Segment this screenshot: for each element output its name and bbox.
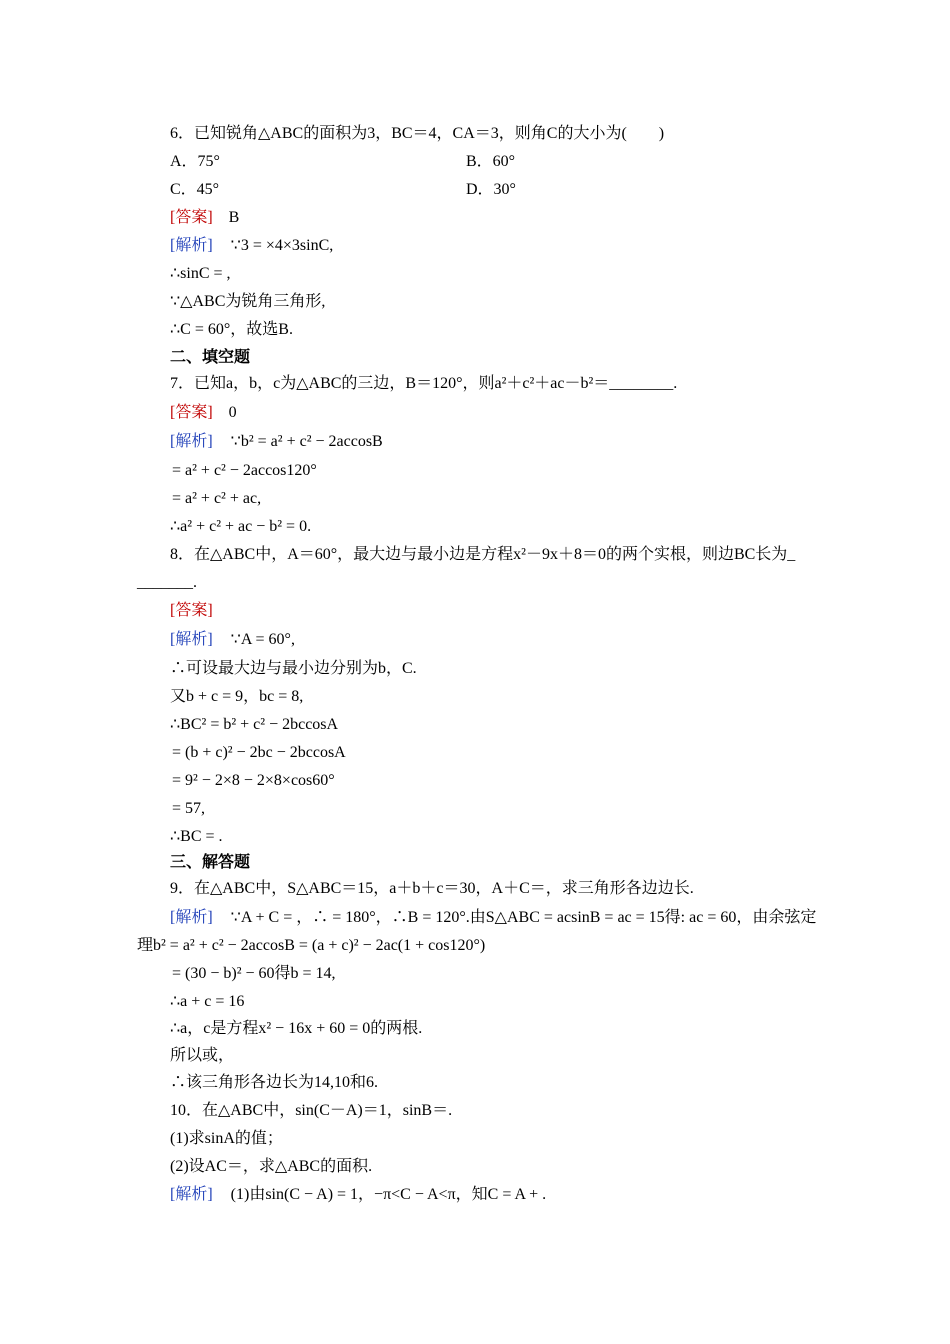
q7-jiexi-line: = a² + c² + ac, (172, 490, 262, 507)
q9-jiexi-line: 理b² = a² + c² − 2accosB = (a + c)² − 2ac(1 + cos120°) (137, 937, 486, 954)
q9-jiexi-line: = (30 − b)² − 60得b = 14, (172, 965, 336, 982)
q8-jiexi-line: ∴BC² = b² + c² − 2bccosA (170, 716, 339, 733)
section-heading: 二、填空题 (170, 349, 251, 366)
q6-jiexi-line: ∴C = 60°，故选B. (170, 321, 293, 338)
q7-jiexi-line: = a² + c² − 2accos120° (172, 462, 317, 479)
q9-jiexi-line: ∴该三角形各边长为14,10和6. (170, 1074, 379, 1091)
q10-part-1: (1)求sinA的值； (170, 1130, 283, 1147)
q9-jiexi-row (170, 908, 816, 928)
answer-tag: [答案] (170, 602, 213, 619)
q7-stem: 7．已知a，b，c为△ABC的三边，B＝120°，则a²＋c²＋ac－b²＝________. (170, 375, 678, 392)
q7-jiexi-line: ∴a² + c² + ac − b² = 0. (170, 518, 312, 535)
q8-jiexi-line: ∴可设最大边与最小边分别为b，C. (170, 660, 417, 677)
q7-jiexi-row (170, 432, 383, 452)
q8-jiexi-line: = 9² − 2×8 − 2×8×cos60° (172, 772, 335, 789)
q8-jiexi-line: = (b + c)² − 2bc − 2bccosA (172, 744, 346, 761)
q6-option-a: A．75° (170, 153, 220, 170)
q8-jiexi-line: ∴BC = . (170, 828, 223, 845)
q6-jiexi-row (170, 236, 333, 256)
jiexi-tag: [解析] (170, 909, 213, 926)
q6-jiexi-line: ∵△ABC为锐角三角形, (170, 293, 326, 310)
jiexi-tag: [解析] (170, 237, 213, 254)
q8-jiexi-line: 又b + c = 9，bc = 8, (170, 688, 304, 705)
q10-part-2: (2)设AC＝，求△ABC的面积. (170, 1158, 373, 1175)
jiexi-tag: [解析] (170, 433, 213, 450)
q6-option-c: C．45° (170, 181, 220, 198)
q6-jiexi-line: ∴sinC = , (170, 265, 231, 282)
q8-jiexi-row (170, 630, 295, 650)
q8-answer-row (170, 601, 225, 621)
q8-jiexi-line: = 57, (172, 800, 206, 817)
q7-jiexi-line: ∵b² = a² + c² − 2accosB (230, 433, 383, 450)
q10-jiexi-line: (1)由sin(C − A) = 1，−π<C − A<π，知C = A + . (230, 1186, 547, 1203)
q10-stem: 10．在△ABC中，sin(C－A)＝1，sinB＝. (170, 1102, 453, 1119)
q9-jiexi-line: ∵A + C = ，∴ = 180°，∴B = 120°.由S△ABC = acsinB = ac = 15得: ac = 60，由余弦定 (230, 909, 817, 926)
q9-jiexi-line: ∴a + c = 16 (170, 993, 245, 1010)
q8-stem-cont: _______. (137, 574, 197, 591)
answer-tag: [答案] (170, 209, 213, 226)
q10-jiexi-row (170, 1185, 546, 1205)
q8-jiexi-line: ∵A = 60°, (230, 631, 295, 648)
jiexi-tag: [解析] (170, 631, 213, 648)
q8-stem: 8．在△ABC中，A＝60°，最大边与最小边是方程x²－9x＋8＝0的两个实根，则边BC长为_ (170, 546, 796, 563)
q6-answer: B (228, 209, 240, 226)
q9-jiexi-line: ∴a，c是方程x² − 16x + 60 = 0的两根. (170, 1020, 423, 1037)
section-heading: 三、解答题 (170, 854, 251, 871)
q6-option-b: B．60° (466, 153, 516, 170)
q6-option-d: D．30° (466, 181, 516, 198)
jiexi-tag: [解析] (170, 1186, 213, 1203)
q6-answer-row (170, 208, 239, 228)
q6-stem: 6．已知锐角△ABC的面积为3，BC＝4，CA＝3，则角C的大小为( ) (170, 125, 665, 142)
q9-stem: 9．在△ABC中，S△ABC＝15，a＋b＋c＝30，A＋C＝，求三角形各边边长. (170, 880, 694, 897)
q6-jiexi-line: ∵3 = ×4×3sinC, (230, 237, 334, 254)
q7-answer-row (170, 403, 237, 423)
answer-tag: [答案] (170, 404, 213, 421)
q7-answer: 0 (228, 404, 237, 421)
q9-jiexi-line: 所以或， (170, 1047, 235, 1064)
